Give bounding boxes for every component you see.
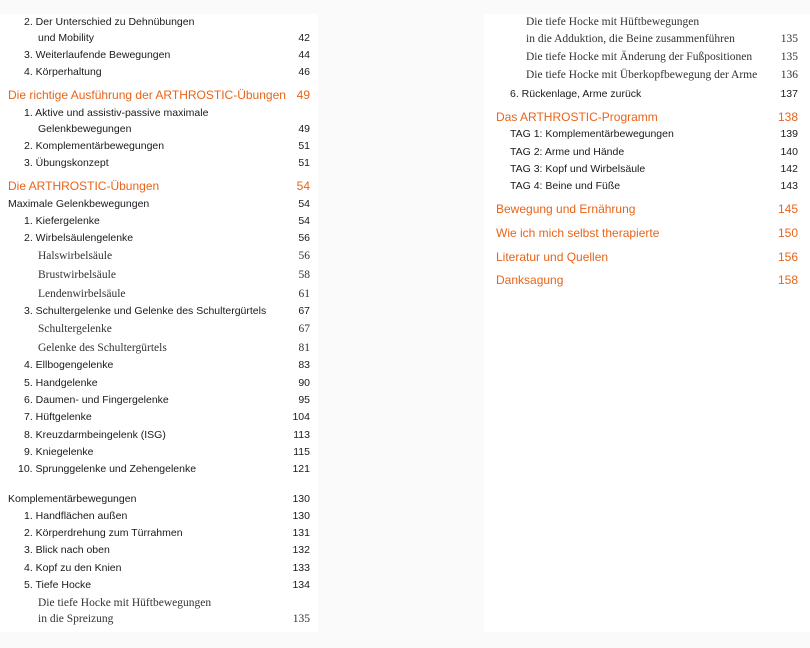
toc-entry-title: Wie ich mich selbst therapierte — [496, 226, 660, 240]
toc-entry-title: 3. Schultergelenke und Gelenke des Schultergürtels — [24, 305, 267, 317]
toc-entry-title: 5. Tiefe Hocke — [24, 579, 92, 591]
toc-entry-title: 3. Blick nach oben — [24, 544, 110, 556]
toc-page-number: 113 — [293, 429, 310, 441]
toc-page-number: 49 — [296, 88, 310, 102]
toc-entry-title: 3. Übungskonzept — [24, 157, 109, 169]
toc-entry-title: Die tiefe Hocke mit Hüftbewegungen — [38, 597, 212, 609]
toc-entry-title: 2. Der Unterschied zu Dehnübungen — [24, 16, 195, 28]
toc-page-number: 67 — [298, 323, 310, 335]
toc-entry-title: Lendenwirbelsäule — [38, 288, 126, 300]
toc-entry-title: TAG 2: Arme und Hände — [510, 146, 625, 158]
toc-entry-title: Bewegung und Ernährung — [496, 202, 636, 216]
toc-page-number: 130 — [292, 510, 310, 522]
toc-page-number: 131 — [292, 527, 310, 539]
toc-page-number: 58 — [298, 269, 310, 281]
toc-page-number: 142 — [780, 163, 798, 175]
toc-entry-title: Die richtige Ausführung der ARTHROSTIC-Übungen — [8, 88, 286, 102]
toc-page-number: 61 — [298, 288, 310, 300]
toc-page-number: 133 — [292, 562, 310, 574]
toc-page-number: 132 — [292, 544, 310, 556]
toc-entry-title: 8. Kreuzdarmbeingelenk (ISG) — [24, 429, 166, 441]
toc-page-number: 49 — [298, 123, 310, 135]
toc-entry-title: TAG 4: Beine und Füße — [510, 180, 621, 192]
toc-page-number: 156 — [777, 250, 798, 264]
toc-page-number: 51 — [298, 157, 310, 169]
toc-page-number: 136 — [780, 69, 798, 81]
toc-entry-title: 2. Komplementärbewegungen — [24, 140, 165, 152]
toc-page-number: 46 — [298, 66, 310, 78]
toc-entry-title: Die tiefe Hocke mit Änderung der Fußpositionen — [526, 51, 753, 63]
toc-entry-title: Komplementärbewegungen — [8, 493, 137, 505]
toc-entry-title: 9. Kniegelenke — [24, 446, 94, 458]
toc-entry-title: Halswirbelsäule — [38, 250, 113, 262]
toc-entry-title: Die ARTHROSTIC-Übungen — [8, 179, 160, 193]
toc-entry-title: TAG 1: Komplementärbewegungen — [510, 128, 674, 140]
toc-page-number: 139 — [780, 128, 798, 140]
toc-entry-title: 3. Weiterlaufende Bewegungen — [24, 49, 171, 61]
toc-entry-title: Maximale Gelenkbewegungen — [8, 198, 150, 210]
toc-page-number: 67 — [298, 305, 310, 317]
toc-page-number: 56 — [298, 232, 310, 244]
toc-entry-title: 5. Handgelenke — [24, 377, 98, 389]
toc-entry-title: in die Spreizung — [38, 613, 114, 625]
toc-page-number: 56 — [298, 250, 310, 262]
toc-entry-title: TAG 3: Kopf und Wirbelsäule — [510, 163, 646, 175]
toc-entry-title: 1. Kiefergelenke — [24, 215, 100, 227]
toc-page-number: 135 — [780, 51, 798, 63]
toc-entry-title: 7. Hüftgelenke — [24, 411, 92, 423]
toc-entry-title: 2. Wirbelsäulengelenke — [24, 232, 134, 244]
toc-entry-title: Die tiefe Hocke mit Überkopfbewegung der Arme — [526, 69, 758, 81]
toc-entry-title: und Mobility — [38, 32, 95, 44]
toc-entry-title: 4. Körperhaltung — [24, 66, 102, 78]
toc-entry-title: Die tiefe Hocke mit Hüftbewegungen — [526, 16, 700, 28]
toc-entry-title: Brustwirbelsäule — [38, 269, 116, 281]
toc-entry-title: Danksagung — [496, 273, 564, 287]
toc-entry-title: Gelenkbewegungen — [38, 123, 132, 135]
toc-page-number: 42 — [298, 32, 310, 44]
toc-page-number: 145 — [777, 202, 798, 216]
toc-entry-title: Literatur und Quellen — [496, 250, 609, 264]
toc-page-number: 44 — [298, 49, 310, 61]
toc-page-number: 137 — [780, 88, 798, 100]
toc-entry-title: Gelenke des Schultergürtels — [38, 342, 167, 354]
toc-entry-title: 6. Rückenlage, Arme zurück — [510, 88, 642, 100]
toc-entry-title: 1. Handflächen außen — [24, 510, 128, 522]
toc-page-number: 130 — [292, 493, 310, 505]
toc-page-number: 143 — [780, 180, 798, 192]
toc-page-number: 81 — [298, 342, 310, 354]
toc-entry-title: in die Adduktion, die Beine zusammenführen — [526, 33, 735, 45]
toc-page-number: 83 — [298, 359, 310, 371]
toc-page-number: 135 — [292, 613, 310, 625]
toc-entry-title: 6. Daumen- und Fingergelenke — [24, 394, 169, 406]
toc-page-number: 134 — [292, 579, 310, 591]
toc-page-number: 138 — [777, 110, 798, 124]
toc-page-number: 121 — [292, 463, 310, 475]
toc-page-number: 51 — [298, 140, 310, 152]
toc-entry-title: 1. Aktive und assistiv-passive maximale — [24, 107, 209, 119]
toc-page-number: 150 — [777, 226, 798, 240]
toc-entry-title: Das ARTHROSTIC-Programm — [496, 110, 658, 124]
toc-page-number: 115 — [293, 446, 310, 458]
toc-page-number: 135 — [780, 33, 798, 45]
toc-page-number: 158 — [777, 273, 798, 287]
toc-page-number: 95 — [298, 394, 310, 406]
right-page — [484, 14, 810, 632]
toc-entry-title: 4. Ellbogengelenke — [24, 359, 114, 371]
toc-entry-title: 10. Sprunggelenke und Zehengelenke — [18, 463, 197, 475]
toc-entry-title: 4. Kopf zu den Knien — [24, 562, 122, 574]
toc-page-number: 104 — [292, 411, 310, 423]
toc-entry-title: 2. Körperdrehung zum Türrahmen — [24, 527, 183, 539]
toc-page-number: 54 — [298, 215, 310, 227]
toc-entry-title: Schultergelenke — [38, 323, 112, 335]
toc-page-number: 54 — [296, 179, 310, 193]
toc-page-number: 90 — [298, 377, 310, 389]
toc-page-number: 54 — [298, 198, 310, 210]
toc-page-number: 140 — [780, 146, 798, 158]
